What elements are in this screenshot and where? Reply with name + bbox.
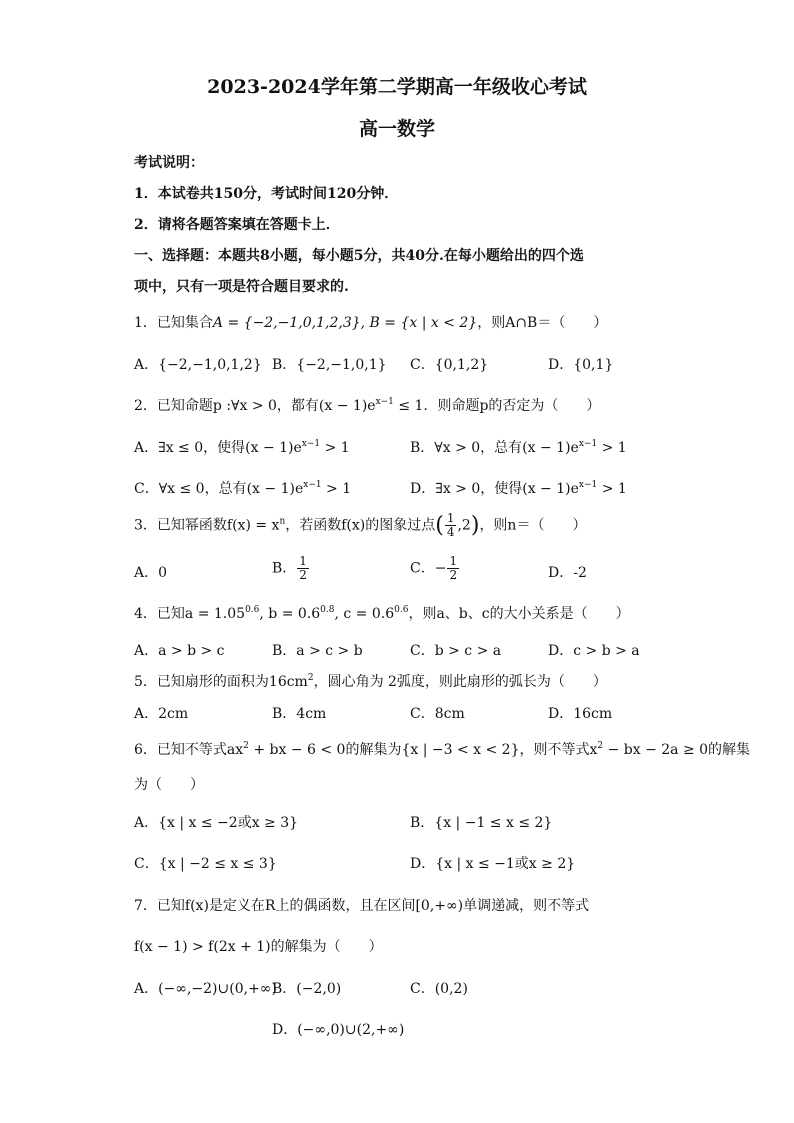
q5-option-b: B．4cm bbox=[272, 706, 327, 722]
q2-a-post: > 1 bbox=[320, 440, 350, 456]
q3-b-fraction bbox=[297, 555, 309, 582]
q3-stem-c: ，则n＝（ ） bbox=[479, 517, 587, 534]
q2-d-pre: D．∃x > 0，使得(x − 1)e bbox=[410, 481, 579, 497]
q2-d-post: > 1 bbox=[597, 481, 627, 497]
q1-stem-suffix: ，则A∩B＝（ ） bbox=[477, 315, 608, 331]
q2-stem: 2．已知命题p :∀x > 0，都有(x − 1)e bbox=[134, 398, 376, 414]
section-heading-line2: 项中，只有一项是符合题目要求的. bbox=[134, 279, 349, 295]
q4-option-d: D．c > b > a bbox=[548, 643, 640, 659]
q5-option-c: C．8cm bbox=[410, 706, 465, 722]
question-1-stem bbox=[134, 312, 607, 332]
question-7-stem-line2: f(x − 1) > f(2x + 1)的解集为（ ） bbox=[134, 939, 383, 955]
q6-option-a: A．{x | x ≤ −2或x ≥ 3} bbox=[134, 815, 299, 831]
q4-exp3: 0.6 bbox=[394, 605, 409, 615]
q3-stem-b: ，若函数f(x)的图象过点 bbox=[285, 517, 436, 534]
section-heading-line1: 一、选择题：本题共8小题，每小题5分，共40分.在每小题给出的四个选 bbox=[134, 248, 584, 264]
q6-option-b: B．{x | −1 ≤ x ≤ 2} bbox=[410, 815, 553, 831]
question-7-stem-line1: 7．已知f(x)是定义在R上的偶函数，且在区间[0,+∞)单调递减，则不等式 bbox=[134, 898, 590, 914]
q3-c-den: 2 bbox=[449, 568, 458, 582]
q6-stem-b: + bx − 6 < 0的解集为{x | −3 < x < 2}，则不等式x bbox=[248, 742, 598, 758]
q4-stem-c: , c = 0.6 bbox=[334, 606, 395, 622]
q5-exp: 2 bbox=[307, 673, 314, 683]
q4-stem-b: , b = 0.6 bbox=[259, 606, 321, 622]
q1-stem-math: A = {−2,−1,0,1,2,3}, B = {x | x < 2} bbox=[212, 315, 478, 331]
question-2-stem bbox=[134, 395, 600, 415]
q2-option-c bbox=[134, 478, 351, 498]
q3-c-num: 1 bbox=[449, 554, 458, 568]
q6-exp2: 2 bbox=[597, 741, 604, 751]
q2-c-exp: x−1 bbox=[303, 480, 322, 490]
q3-option-d: D．-2 bbox=[548, 565, 587, 581]
q5-stem-a: 5．已知扇形的面积为16cm bbox=[134, 674, 308, 690]
q6-stem-a: 6．已知不等式ax bbox=[134, 742, 244, 758]
q2-option-d bbox=[410, 478, 627, 498]
q2-b-exp: x−1 bbox=[578, 439, 598, 449]
q3-b-num: 1 bbox=[299, 554, 307, 568]
q4-stem-a: 4．已知a = 1.05 bbox=[134, 606, 246, 622]
q7-option-a: A．(−∞,−2)∪(0,+∞) bbox=[134, 981, 277, 997]
q4-exp2: 0.8 bbox=[320, 605, 335, 615]
q6-exp1: 2 bbox=[243, 741, 249, 751]
q7-option-b: B．(−2,0) bbox=[272, 981, 342, 997]
instructions-heading: 考试说明： bbox=[134, 155, 204, 171]
question-6-stem-line2: 为（ ） bbox=[134, 777, 204, 793]
q3-stem-a: 3．已知幂函数f(x) = x bbox=[134, 517, 280, 534]
q6-stem-c: − bx − 2a ≥ 0的解集 bbox=[603, 742, 751, 758]
q2-option-b bbox=[410, 437, 627, 457]
q2-d-exp: x−1 bbox=[578, 480, 598, 490]
q2-a-exp: x−1 bbox=[301, 439, 321, 449]
q3-c-prefix: C．− bbox=[410, 560, 447, 577]
question-5-stem bbox=[134, 671, 607, 691]
q7-option-c: C．(0,2) bbox=[410, 981, 468, 997]
q3-option-c bbox=[410, 555, 460, 582]
question-6-stem bbox=[134, 739, 750, 759]
q3-b-den: 2 bbox=[299, 568, 307, 582]
q2-stem-tail: ≤ 1．则命题p的否定为（ ） bbox=[393, 398, 601, 414]
q4-exp1: 0.6 bbox=[245, 605, 260, 615]
q3-point-y: ,2 bbox=[457, 517, 471, 534]
q3-option-b bbox=[272, 555, 310, 582]
q6-option-d: D．{x | x ≤ −1或x ≥ 2} bbox=[410, 856, 576, 872]
question-4-stem bbox=[134, 603, 630, 623]
q1-option-c: C．{0,1,2} bbox=[410, 357, 489, 373]
instruction-item-2: 2．请将各题答案填在答题卡上． bbox=[134, 217, 340, 233]
q3-b-prefix: B． bbox=[272, 560, 297, 577]
q3-stem-exp: n bbox=[279, 516, 286, 527]
q1-option-a: A．{−2,−1,0,1,2} bbox=[134, 357, 262, 373]
q2-c-pre: C．∀x ≤ 0，总有(x − 1)e bbox=[134, 481, 304, 497]
question-3-stem: 3．已知幂函数$f(x) = x^n$，若函数f(x)的图象过点( $\frac{1}{4}$ ,2)，则n＝（ ） bbox=[134, 511, 587, 539]
q2-c-post: > 1 bbox=[321, 481, 352, 497]
q4-option-b: B．a > c > b bbox=[272, 643, 363, 659]
q5-option-a: A．2cm bbox=[134, 706, 189, 722]
q6-option-c: C．{x | −2 ≤ x ≤ 3} bbox=[134, 856, 277, 872]
q2-stem-exp: x−1 bbox=[375, 397, 394, 407]
q7-option-d: D．(−∞,0)∪(2,+∞) bbox=[272, 1022, 405, 1038]
instruction-item-1: 1．本试卷共150分，考试时间120分钟． bbox=[134, 186, 399, 202]
q1-option-b: B．{−2,−1,0,1} bbox=[272, 357, 387, 373]
q4-stem-d: ，则a、b、c的大小关系是（ ） bbox=[408, 606, 630, 622]
q5-stem-b: ，圆心角为 2弧度，则此扇形的弧长为（ ） bbox=[313, 674, 607, 690]
q5-option-d: D．16cm bbox=[548, 706, 613, 722]
q3-point-den: 4 bbox=[446, 525, 455, 539]
q3-point-fraction bbox=[445, 512, 457, 539]
q4-option-c: C．b > c > a bbox=[410, 643, 502, 659]
q2-a-pre: A．∃x ≤ 0，使得(x − 1)e bbox=[134, 440, 302, 456]
q4-option-a: A．a > b > c bbox=[134, 643, 225, 659]
q1-stem-prefix: 1．已知集合 bbox=[134, 315, 213, 331]
q2-b-pre: B．∀x > 0，总有(x − 1)e bbox=[410, 440, 579, 456]
q2-b-post: > 1 bbox=[597, 440, 627, 456]
q3-c-fraction bbox=[447, 555, 459, 582]
q3-point-num: 1 bbox=[446, 511, 455, 525]
q3-option-a: A．0 bbox=[134, 565, 168, 581]
q1-option-d: D．{0,1} bbox=[548, 357, 614, 373]
exam-title: 2023-2024学年第二学期高一年级收心考试 bbox=[207, 76, 587, 98]
exam-subtitle: 高一数学 bbox=[358, 118, 435, 140]
q2-option-a bbox=[134, 437, 350, 457]
